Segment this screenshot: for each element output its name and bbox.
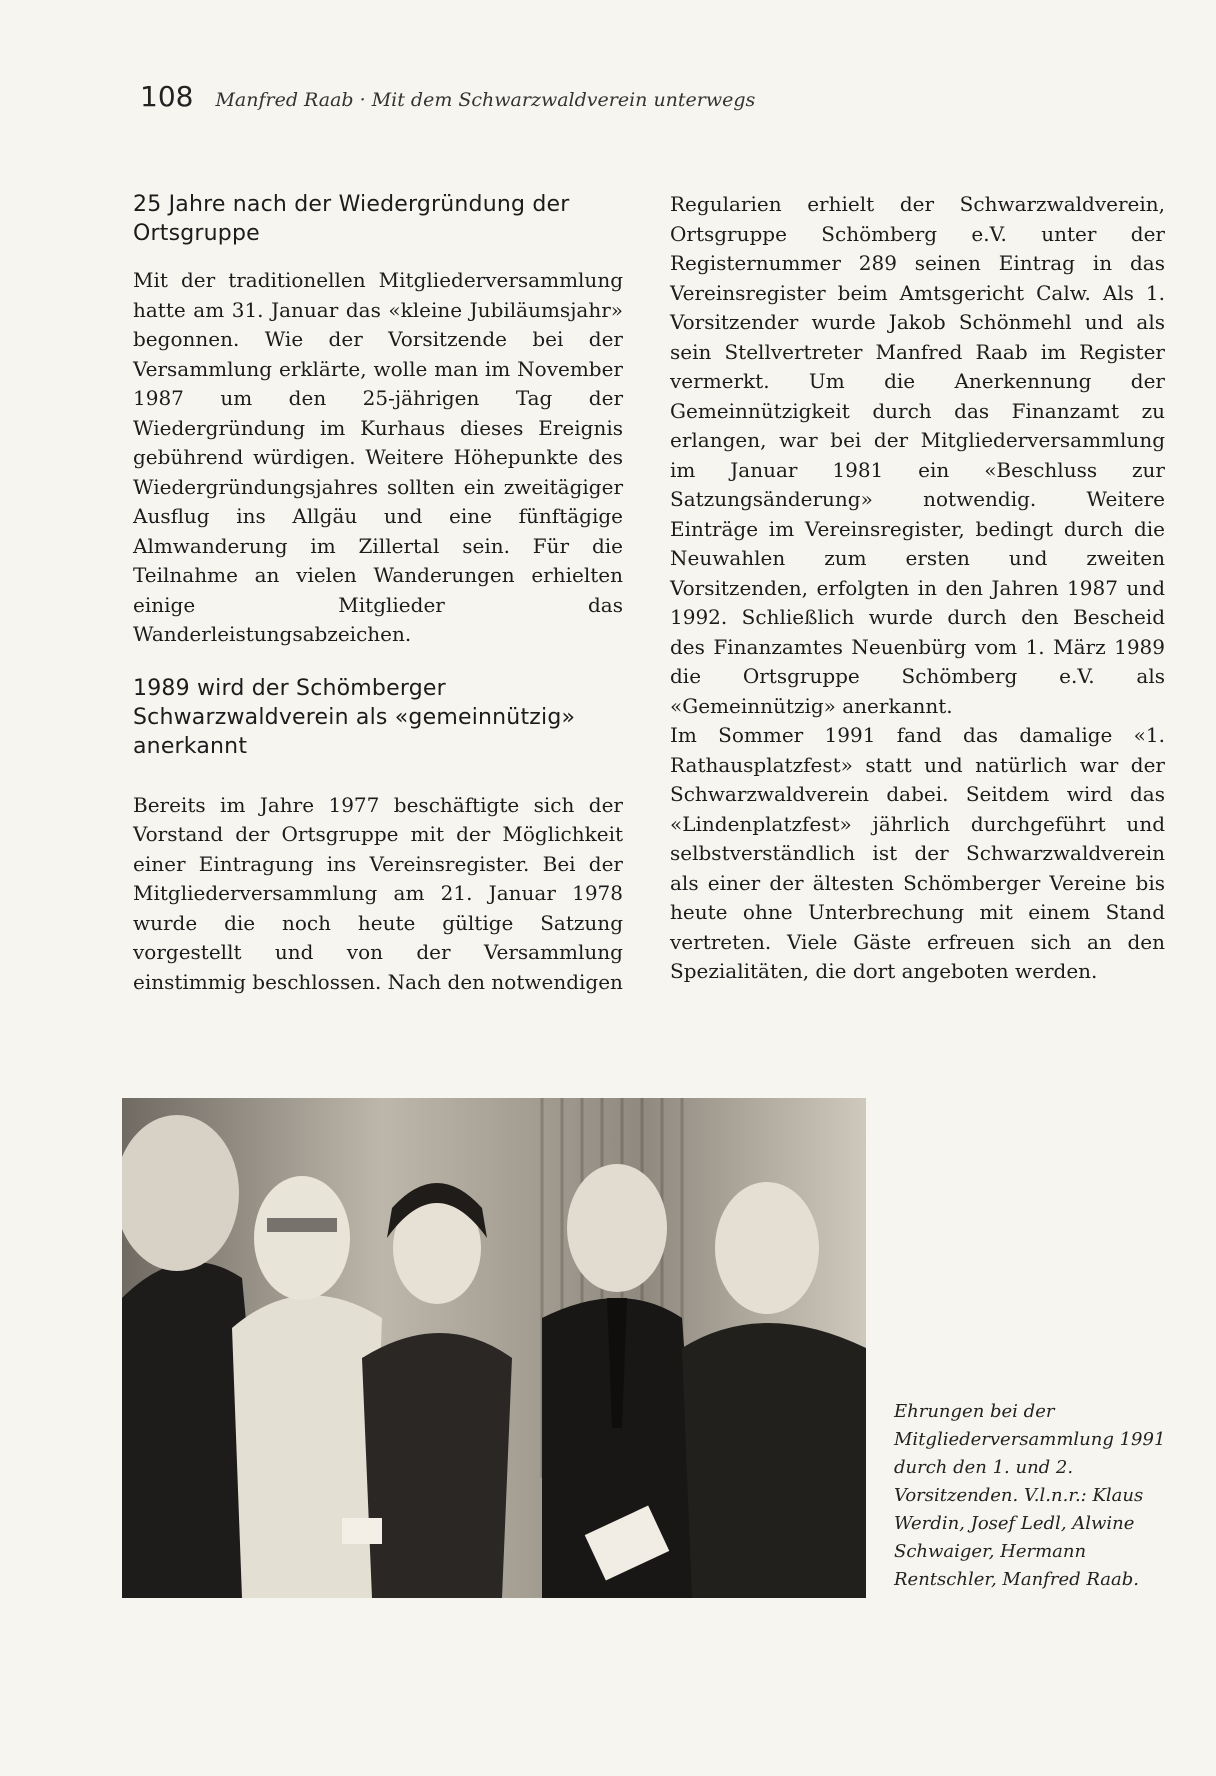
- group-photo-illustration: [122, 1098, 866, 1598]
- section-heading-anniversary: 25 Jahre nach der Wiedergründung der Ortsgruppe: [133, 192, 570, 246]
- left-column: [133, 190, 623, 1009]
- page-number: 108: [140, 80, 194, 113]
- paragraph-festival: Im Sommer 1991 fand das damalige «1. Rathausplatzfest» statt und natürlich war der Schwarzwaldverein dabei. Seitdem wird das «Lindenplatzfest» jährlich durchgeführt und selbstverständlich ist der Schwarzwaldverein als einer der ältesten Schömberger Vereine bis heute ohne Unterbrechung mit einem Stand vertreten. Viele Gäste erfreuen sich an den Spezialitäten, die dort angeboten werden.: [670, 723, 1165, 983]
- section-heading-nonprofit: 1989 wird der Schömberger Schwarzwaldverein als «gemeinnützig» anerkannt: [133, 675, 576, 759]
- photo-caption: Ehrungen bei der Mitgliederversammlung 1991 durch den 1. und 2. Vorsitzenden. V.l.n.r.: Klaus Werdin, Josef Ledl, Alwine Schwaiger, Hermann Rentschler, Manfred Raab.: [894, 1401, 1166, 1590]
- right-column: [670, 190, 1165, 999]
- page-header: [140, 80, 840, 124]
- paragraph-register-continued: Regularien erhielt der Schwarzwaldverein, Ortsgruppe Schömberg e.V. unter der Registernummer 289 seinen Eintrag in das Vereinsregister beim Amtsgericht Calw. Als 1. Vorsitzender wurde Jakob Schönmehl und als sein Stellvertreter Manfred Raab im Register vermerkt. Um die Anerkennung der Gemeinnützigkeit durch das Finanzamt zu erlangen, war bei der Mitgliederversammlung im Januar 1981 ein «Beschluss zur Satzungsänderung» notwendig. Weitere Einträge im Vereinsregister, bedingt durch die Neuwahlen zum ersten und zweiten Vorsitzenden, erfolgten in den Jahren 1987 und 1992. Schließlich wurde durch den Bescheid des Finanzamtes Neuenbürg vom 1. März 1989 die Ortsgruppe Schömberg e.V. als «Gemeinnützig» anerkannt.: [670, 192, 1165, 718]
- group-photo: [122, 1098, 866, 1598]
- paragraph-anniversary: Mit der traditionellen Mitgliederversammlung hatte am 31. Januar das «kleine Jubiläumsjahr» begonnen. Wie der Vorsitzende bei der Versammlung erklärte, wolle man im November 1987 um den 25-jährigen Tag der Wiedergründung im Kurhaus dieses Ereignis gebührend würdigen. Weitere Höhepunkte des Wiedergründungsjahres sollten ein zweitägiger Ausflug ins Allgäu und eine fünftägige Almwanderung im Zillertal sein. Für die Teilnahme an vielen Wanderungen erhielten einige Mitglieder das Wanderleistungsabzeichen.: [133, 268, 623, 646]
- paragraph-register-start: Bereits im Jahre 1977 beschäftigte sich der Vorstand der Ortsgruppe mit der Möglichkeit einer Eintragung ins Vereinsregister. Bei der Mitgliederversammlung am 21. Januar 1978 wurde die noch heute gültige Satzung vorgestellt und von der Versammlung einstimmig beschlossen. Nach den notwendigen: [133, 792, 623, 994]
- running-title: Manfred Raab · Mit dem Schwarzwaldverein unterwegs: [215, 89, 756, 111]
